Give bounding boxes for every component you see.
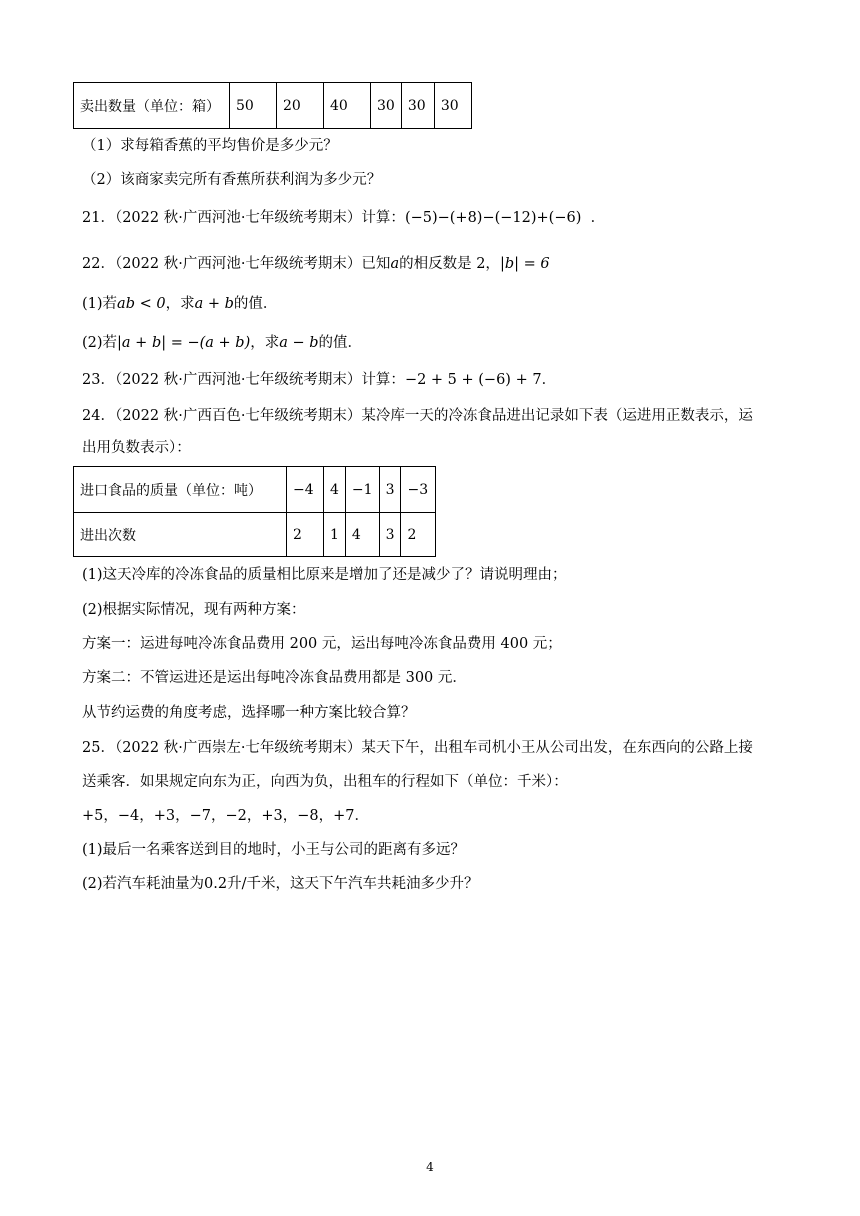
q22-p2-a: (2)若 [82,335,118,351]
table-cell: 30 [434,83,471,129]
table-cell: 30 [401,83,434,129]
table-label-cell: 进口食品的质量（单位：吨） [74,467,287,513]
q25-line2: 送乘客．如果规定向东为正，向西为负，出租车的行程如下（单位：千米）： [82,774,568,790]
q25-part2 [82,874,479,894]
q22-p1-c: 的值． [233,296,278,312]
q20-part2: （2）该商家卖完所有香蕉所获利润为多少元？ [82,172,382,188]
q22-p2-b: ，求 [250,335,280,351]
table-row [74,467,436,513]
table-cell: 2 [287,513,324,557]
q23-prefix: 23．（2022 秋·广西河池·七年级统考期末）计算： [82,372,405,388]
q22-var-a: a [390,256,400,272]
table-cell: 3 [379,513,401,557]
q22-part1 [82,294,277,314]
q22-p1-a: (1)若 [82,296,118,312]
table-cell: 3 [379,467,401,513]
q22-part2 [82,333,362,353]
q23 [82,370,556,390]
q22 [82,254,550,274]
q24-line2: 出用负数表示）： [82,440,191,456]
table-label-cell: 进出次数 [74,513,287,557]
table-cell: 50 [230,83,277,129]
q22-p1-expr: a + b [194,296,234,312]
q22-mid: 的相反数是 2， [399,256,500,272]
q24-line1: 24．（2022 秋·广西百色·七年级统考期末）某冷库一天的冷冻食品进出记录如下表（运进用正数表示，运 [82,408,753,424]
q24-plan1: 方案一：运进每吨冷冻食品费用 200 元，运出每吨冷冻食品费用 400 元； [82,636,562,652]
table-cell: −1 [345,467,379,513]
q25-p2-a: (2)若汽车耗油量为 [82,876,205,892]
sales-table [73,82,472,129]
q24-part2: (2)根据实际情况，现有两种方案： [82,602,306,618]
q25-p2-num: 0.2 [204,876,228,892]
q22-p1-b: ，求 [165,296,195,312]
q24-question: 从节约运费的角度考虑，选择哪一种方案比较合算？ [82,705,416,721]
q25-p2-b: 升/千米，这天下午汽车共耗油多少升？ [227,876,479,892]
table-cell: 40 [324,83,371,129]
q21-suffix: ． [590,210,606,226]
table-cell: 2 [401,513,436,557]
table-cell: −4 [287,467,324,513]
q22-p1-cond: ab < 0 [117,296,166,312]
table-row [74,83,472,129]
q21 [82,208,605,228]
q22-p2-cond: |a + b| = −(a + b) [117,335,251,351]
storage-table [73,466,436,557]
table-row [74,513,436,557]
table-cell: −3 [401,467,436,513]
q25-line1: 25．（2022 秋·广西崇左·七年级统考期末）某天下午，出租车司机小王从公司出发，在东西向的公路上接 [82,740,753,756]
q25-part1: (1)最后一名乘客送到目的地时，小王与公司的距离有多远？ [82,842,466,858]
table-cell: 4 [324,467,346,513]
table-cell: 30 [371,83,402,129]
q24-part1: (1)这天冷库的冷冻食品的质量相比原来是增加了还是减少了？请说明理由； [82,567,567,583]
table-cell: 20 [277,83,324,129]
q25-trips: +5，−4，+3，−7，−2，+3，−8，+7． [82,808,369,824]
q20-part1: （1）求每箱香蕉的平均售价是多少元？ [82,138,338,154]
table-label-cell: 卖出数量（单位：箱） [74,83,230,129]
table-cell: 1 [324,513,346,557]
q21-prefix: 21．（2022 秋·广西河池·七年级统考期末）计算： [82,210,405,226]
q21-expression: (−5)−(+8)−(−12)+(−6) [404,210,582,226]
table-cell: 4 [345,513,379,557]
q22-p2-expr: a − b [279,335,319,351]
q23-suffix: ． [541,372,557,388]
q22-p2-c: 的值． [318,335,363,351]
q23-expression: −2 + 5 + (−6) + 7 [404,372,542,388]
q22-abs-b: |b| = 6 [499,256,550,272]
q22-prefix: 22．（2022 秋·广西河池·七年级统考期末）已知 [82,256,391,272]
page-number: 4 [426,1160,434,1174]
q24-plan2: 方案二：不管运进还是运出每吨冷冻食品费用都是 300 元． [82,670,467,686]
